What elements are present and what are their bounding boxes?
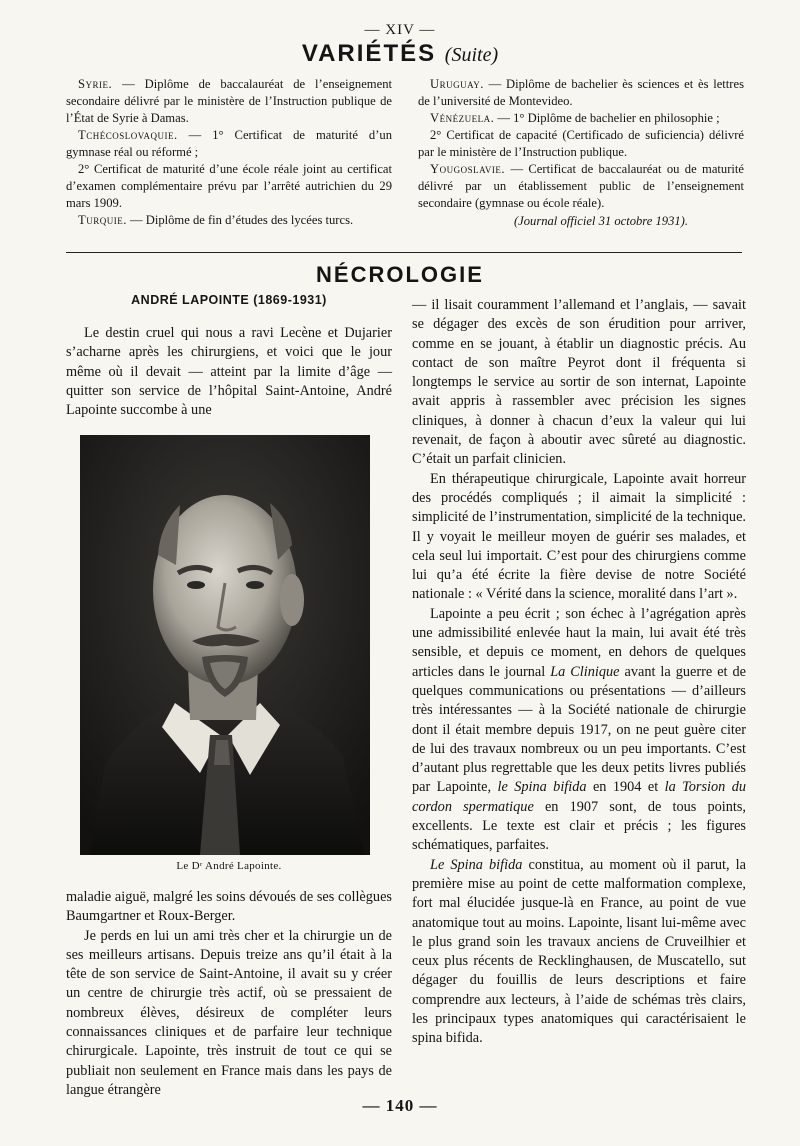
left-column-continued bbox=[66, 888, 392, 1100]
book-title-2: la Torsion du cordon spermatique bbox=[412, 779, 747, 815]
right-p3-b: avant la guerre et de quelques communications ou présentations — d’ailleurs très intéressantes — à la Société nationale de chirurgie dont il était membre depuis 1917, on ne peut guère citer de lui des travaux nombreux ou un peu importants. C’est d’autant plus regrettable que les deux petits livres publiés par Lapointe, bbox=[412, 663, 746, 796]
entry-yougoslavie-text: — Certificat de baccalauréat ou de maturité délivré par un établissement public de l’enseignement secondaire (gymnase ou école réale). bbox=[418, 162, 744, 210]
right-paragraph-4 bbox=[412, 856, 746, 1049]
country-yougoslavie: Yougoslavie. bbox=[430, 162, 506, 176]
book-title-1: le Spina bifida bbox=[497, 779, 587, 796]
book-title-3: Le Spina bifida bbox=[430, 856, 523, 873]
entry-tchecoslovaquie bbox=[66, 127, 392, 161]
entry-venezuela bbox=[418, 110, 744, 127]
left-paragraph-2: Je perds en lui un ami très cher et la chirurgie un de ses meilleurs artisans. Depuis treize ans qu’il était à la tête de son service de Saint-Antoine, il avait su y créer un centre de chirurgie très actif, où se pressaient de nombreux élèves, désireux de compléter leurs connaissances cliniques et de parfaire leur technique chirurgicale. Lapointe, très instruit de tout ce qui se publiait non seulement en France mais dans les pays de langue étrangère bbox=[66, 927, 392, 1098]
left-intro-paragraph: Le destin cruel qui nous a ravi Lecène et Dujarier s’acharne après les chirurgiens, et voici que le jour même où il devait — atteint par la limite d’âge — quitter son service de l’hôpital Saint-Antoine, André Lapointe succombe à une bbox=[66, 325, 392, 419]
journal-title: La Clinique bbox=[550, 663, 620, 680]
photo-caption: Le Dʳ André Lapointe. bbox=[176, 860, 282, 872]
entry-venezuela-2: 2° Certificat de capacité (Certificado de suficiencia) délivré par le ministère de l’Instruction publique. bbox=[418, 128, 744, 159]
section-divider bbox=[66, 252, 742, 253]
entry-syrie bbox=[66, 76, 392, 127]
entry-uruguay bbox=[418, 76, 744, 110]
portrait-photo bbox=[80, 435, 370, 855]
country-uruguay: Uruguay. bbox=[430, 77, 484, 91]
varietes-right-column bbox=[418, 76, 744, 230]
page-number-roman: — XIV — bbox=[364, 22, 436, 38]
right-p4-text: constitua, au moment où il parut, la première mise au point de cette malformation complexe, fort mal élucidée jusque-là en France, au point de vue anatomique tout au moins. Lapointe, lisant lui-même avec le plus grand soin les travaux anciens de Cruveilhier et ceux plus récents de Recklinghausen, de Muscatello, sut dégager du fouillis de leurs descriptions et faire comprendre aux lecteurs, à l’aide de schémas très clairs, les principaux types anatomiques qui caractérisaient le spina bifida. bbox=[412, 856, 746, 1047]
country-turquie: Turquie. bbox=[78, 213, 127, 227]
left-column-intro bbox=[66, 324, 392, 420]
right-paragraph-1: — il lisait couramment l’allemand et l’anglais, — savait se dégager des excès de son érudition pour arriver, comme en se jouant, à établir un diagnostic précis. Au contact de son maître Peyrot dont il fréquenta si longtemps le service au sortir de son internat, Lapointe avait appris à rassembler avec précision les signes cliniques, à donner à chacun d’eux la valeur qui lui revenait, de façon à aboutir avec sûreté au diagnostic. C’était un parfait clinicien. bbox=[412, 297, 746, 468]
page-number: — 140 — bbox=[362, 1096, 438, 1115]
country-tchecoslovaquie: Tchécoslovaquie. bbox=[78, 128, 178, 142]
entry-uruguay-text: — Diplôme de bachelier ès sciences et ès lettres de l’université de Montevideo. bbox=[418, 77, 744, 108]
entry-venezuela-text: — 1° Diplôme de bachelier en philosophie ; bbox=[494, 111, 720, 125]
portrait-image bbox=[80, 435, 370, 855]
entry-turquie-text: — Diplôme de fin d’études des lycées turcs. bbox=[126, 213, 354, 227]
entry-tchecoslovaquie-text: — 1° Certificat de maturité d’un gymnase réal ou réformé ; bbox=[66, 128, 392, 159]
varietes-left-column bbox=[66, 76, 392, 229]
right-paragraph-2: En thérapeutique chirurgicale, Lapointe avait horreur des procédés compliqués ; il aimait la simplicité : simplicité de l’instrumentation, simplicité de la technique. Il y voyait le meilleur moyen de guérir ses malades, et cela seul lui importait. C’est pour des chirurgiens comme lui qu’a été écrite la fière devise de notre Société nationale : « Vérité dans la science, moralité dans l’art ». bbox=[412, 470, 746, 603]
necrologie-title: NÉCROLOGIE bbox=[316, 262, 484, 287]
country-venezuela: Vénézuela. bbox=[430, 111, 495, 125]
article-heading: ANDRÉ LAPOINTE (1869-1931) bbox=[131, 293, 327, 307]
section-title-suffix: (Suite) bbox=[444, 44, 499, 66]
right-p3-c: en 1904 et bbox=[586, 779, 665, 796]
country-syrie: Syrie. bbox=[78, 77, 113, 91]
section-title bbox=[0, 40, 800, 68]
entry-tchecoslovaquie-2: 2° Certificat de maturité d’une école réale joint au certificat d’examen complémentaire prévu par l’arrêté autrichien du 29 mars 1909. bbox=[66, 162, 392, 210]
section-title-text: VARIÉTÉS bbox=[301, 40, 437, 67]
entry-syrie-text: — Diplôme de baccalauréat de l’enseignement secondaire délivré par le ministère de l’Instruction publique de l’État de Syrie à Damas. bbox=[66, 77, 392, 125]
entry-turquie bbox=[66, 212, 392, 229]
source-citation: (Journal officiel 31 octobre 1931). bbox=[513, 214, 688, 228]
right-paragraph-3 bbox=[412, 605, 746, 856]
right-p3-a: Lapointe a peu écrit ; son échec à l’agrégation après une admissibilité enlevée haut la main, lui avait été très sensible, et depuis ce moment, en dehors de quelques articles dans le journal bbox=[412, 605, 746, 680]
left-paragraph-1: maladie aiguë, malgré les soins dévoués de ses collègues Baumgartner et Roux-Berger. bbox=[66, 889, 392, 925]
entry-yougoslavie bbox=[418, 161, 744, 212]
right-p3-d: en 1907 sont, de tous points, excellents. Le texte est clair et précis ; les figures schématiques, parfaites. bbox=[412, 798, 746, 854]
right-column bbox=[412, 296, 746, 1049]
